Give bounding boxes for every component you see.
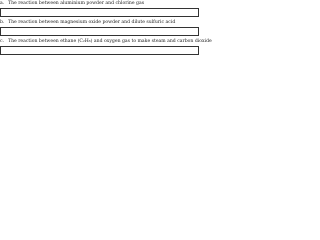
question-b-letter: b. bbox=[0, 20, 5, 25]
question-c-text: The reaction between ethane (C₂H₆) and oxygen gas to make steam and carbon dioxide bbox=[8, 39, 212, 44]
question-a-prompt bbox=[0, 1, 144, 7]
answer-box-a[interactable] bbox=[0, 8, 199, 17]
question-a-letter: a. bbox=[0, 1, 5, 6]
question-c-prompt bbox=[0, 39, 212, 45]
question-a-text: The reaction between aluminium powder and chlorine gas bbox=[8, 1, 145, 6]
question-b-text: The reaction between magnesium oxide powder and dilute sulfuric acid bbox=[8, 20, 176, 25]
answer-box-b[interactable] bbox=[0, 27, 199, 36]
question-c-letter: c. bbox=[0, 39, 5, 44]
question-b-prompt bbox=[0, 20, 175, 26]
answer-box-c[interactable] bbox=[0, 46, 199, 55]
